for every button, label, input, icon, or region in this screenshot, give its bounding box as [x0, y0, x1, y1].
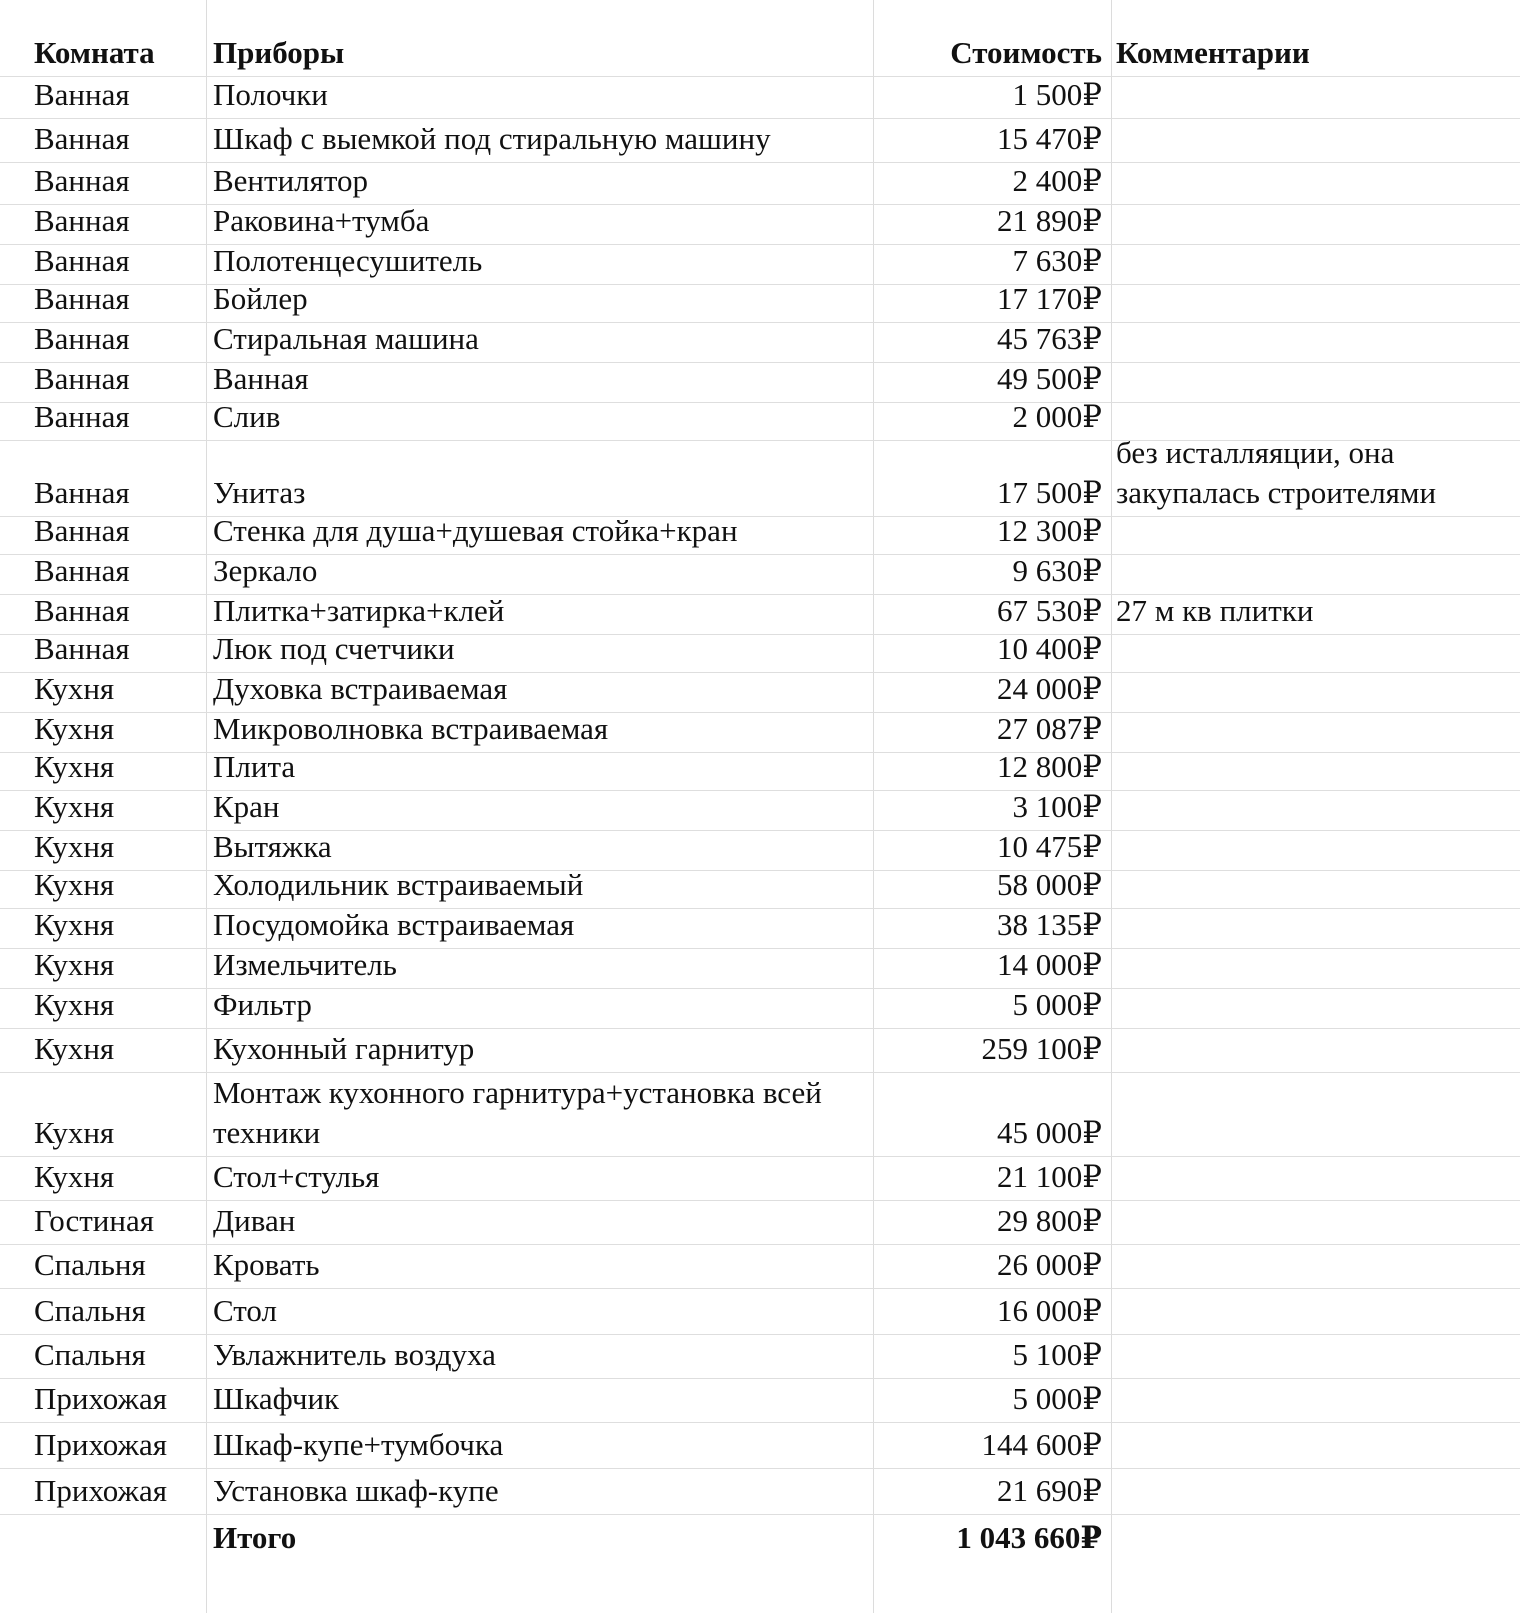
cell-item[interactable]: Плита	[213, 749, 296, 784]
cell-room[interactable]: Кухня	[34, 1115, 115, 1150]
cell-cost[interactable]: 29 800₽	[997, 1203, 1102, 1238]
table-row	[0, 555, 1520, 595]
cell-item[interactable]: Посудомойка встраиваемая	[213, 907, 575, 942]
cell-comment[interactable]	[1116, 163, 1516, 204]
column-header-comment[interactable]: Комментарии	[1116, 35, 1310, 70]
cell-item[interactable]: Кран	[213, 789, 280, 824]
cell-comment[interactable]	[1116, 1201, 1516, 1244]
table-row	[0, 749, 1520, 791]
cell-cost[interactable]: 24 000₽	[997, 671, 1102, 706]
cell-room[interactable]: Кухня	[34, 829, 115, 864]
table-row	[0, 205, 1520, 245]
cell-item[interactable]: Шкаф-купе+тумбочка	[213, 1427, 504, 1462]
cell-cost[interactable]: 259 100₽	[981, 1031, 1102, 1066]
table-row	[0, 989, 1520, 1029]
cell-room[interactable]: Ванная	[34, 399, 130, 434]
cell-item[interactable]: Вентилятор	[213, 163, 369, 198]
cell-item[interactable]: Слив	[213, 399, 281, 434]
cell-cost[interactable]: 17 170₽	[997, 281, 1102, 316]
cell-cost[interactable]: 2 400₽	[1012, 163, 1102, 198]
cell-comment[interactable]	[1116, 831, 1516, 870]
cell-comment[interactable]	[1116, 119, 1516, 162]
cell-room[interactable]: Ванная	[34, 121, 130, 156]
cell-comment[interactable]: 27 м кв плитки	[1116, 593, 1314, 628]
cell-comment[interactable]	[1116, 555, 1516, 594]
table-row	[0, 1029, 1520, 1073]
cell-room[interactable]: Кухня	[34, 671, 115, 706]
column-header-cost[interactable]: Стоимость	[950, 35, 1102, 70]
cell-comment[interactable]	[1116, 1073, 1516, 1156]
cell-cost[interactable]: 21 100₽	[997, 1159, 1102, 1194]
cell-comment[interactable]	[1116, 205, 1516, 244]
cell-comment[interactable]	[1116, 753, 1516, 790]
cell-item[interactable]: Стиральная машина	[213, 321, 479, 356]
cell-comment[interactable]	[1116, 1423, 1516, 1468]
cell-room[interactable]: Прихожая	[34, 1381, 167, 1416]
cell-cost[interactable]: 14 000₽	[997, 947, 1102, 982]
cell-comment[interactable]	[1116, 1469, 1516, 1514]
cell-cost[interactable]: 21 890₽	[997, 203, 1102, 238]
cell-cost[interactable]: 144 600₽	[981, 1427, 1102, 1462]
total-label[interactable]: Итого	[213, 1520, 297, 1555]
table-row	[0, 791, 1520, 831]
cell-item[interactable]: Полотенцесушитель	[213, 243, 483, 278]
cell-comment[interactable]	[1116, 323, 1516, 362]
table-row	[0, 1379, 1520, 1423]
table-row	[0, 867, 1520, 909]
cell-item[interactable]: Увлажнитель воздуха	[213, 1337, 496, 1372]
cell-cost[interactable]: 1 500₽	[1012, 77, 1102, 112]
cell-room[interactable]: Кухня	[34, 1031, 115, 1066]
cell-comment[interactable]	[1116, 1157, 1516, 1200]
cell-comment[interactable]	[1116, 909, 1516, 948]
table-row	[0, 513, 1520, 555]
cell-item[interactable]: Бойлер	[213, 281, 308, 316]
cell-cost[interactable]: 7 630₽	[1012, 243, 1102, 278]
cell-comment[interactable]	[1116, 791, 1516, 830]
cell-room[interactable]: Ванная	[34, 513, 130, 548]
cell-cost[interactable]: 17 500₽	[997, 475, 1102, 510]
cell-room[interactable]: Прихожая	[34, 1473, 167, 1508]
cell-item[interactable]: Установка шкаф-купе	[213, 1473, 499, 1508]
cell-cost[interactable]: 15 470₽	[997, 121, 1102, 156]
table-row	[0, 119, 1520, 163]
cell-room[interactable]: Спальня	[34, 1247, 146, 1282]
cell-item[interactable]: Измельчитель	[213, 947, 397, 982]
table-row	[0, 1335, 1520, 1379]
cell-room[interactable]: Кухня	[34, 749, 115, 784]
total-row	[0, 1515, 1520, 1561]
cell-comment[interactable]	[1116, 1289, 1516, 1334]
table-row	[0, 435, 1520, 517]
cell-room[interactable]: Кухня	[34, 907, 115, 942]
cell-room[interactable]: Спальня	[34, 1293, 146, 1328]
cell-comment[interactable]	[1116, 285, 1516, 322]
table-row	[0, 323, 1520, 363]
cell-cost[interactable]: 26 000₽	[997, 1247, 1102, 1282]
cell-comment[interactable]	[1116, 871, 1516, 908]
table-row	[0, 1201, 1520, 1245]
cell-room[interactable]: Прихожая	[34, 1427, 167, 1462]
cell-room[interactable]: Ванная	[34, 321, 130, 356]
cell-cost[interactable]: 49 500₽	[997, 361, 1102, 396]
cell-comment[interactable]	[1116, 1029, 1516, 1072]
table-row	[0, 1289, 1520, 1335]
cell-item[interactable]: Зеркало	[213, 553, 318, 588]
table-row	[0, 949, 1520, 989]
cell-cost[interactable]: 45 763₽	[997, 321, 1102, 356]
cell-cost[interactable]: 5 100₽	[1012, 1337, 1102, 1372]
cell-room[interactable]: Ванная	[34, 243, 130, 278]
cell-room[interactable]: Ванная	[34, 553, 130, 588]
cell-item[interactable]: Кухонный гарнитур	[213, 1031, 475, 1066]
cell-item[interactable]: Шкаф с выемкой под стиральную машину	[213, 121, 771, 156]
cell-comment[interactable]	[1116, 1379, 1516, 1422]
cell-room[interactable]: Ванная	[34, 475, 130, 510]
table-row	[0, 77, 1520, 119]
cell-item[interactable]: Фильтр	[213, 987, 312, 1022]
cell-room[interactable]: Ванная	[34, 361, 130, 396]
cell-room[interactable]: Кухня	[34, 711, 115, 746]
table-row	[0, 1157, 1520, 1201]
column-header-item[interactable]: Приборы	[213, 35, 345, 70]
cell-comment[interactable]	[1116, 635, 1516, 672]
cell-item[interactable]: Унитаз	[213, 475, 306, 510]
cell-room[interactable]: Гостиная	[34, 1203, 154, 1238]
cell-item[interactable]: Шкафчик	[213, 1381, 340, 1416]
cell-room[interactable]: Кухня	[34, 789, 115, 824]
cell-cost[interactable]: 27 087₽	[997, 711, 1102, 746]
cell-cost[interactable]: 5 000₽	[1012, 1381, 1102, 1416]
cell-item[interactable]: Вытяжка	[213, 829, 332, 864]
table-row	[0, 1469, 1520, 1515]
cell-comment[interactable]	[1116, 1245, 1516, 1288]
total-value[interactable]: 1 043 660₽	[956, 1520, 1102, 1555]
cell-comment[interactable]	[1116, 673, 1516, 712]
cell-comment[interactable]	[1116, 1335, 1516, 1378]
cell-room[interactable]: Ванная	[34, 163, 130, 198]
table-row	[0, 909, 1520, 949]
cell-room[interactable]: Ванная	[34, 593, 130, 628]
cell-item[interactable]: Стол	[213, 1293, 277, 1328]
cell-comment[interactable]	[1116, 989, 1516, 1028]
cell-item[interactable]: Полочки	[213, 77, 328, 112]
cell-cost[interactable]: 9 630₽	[1012, 553, 1102, 588]
table-row	[0, 1423, 1520, 1469]
cell-cost[interactable]: 16 000₽	[997, 1293, 1102, 1328]
cell-comment[interactable]	[1116, 517, 1516, 554]
table-row	[0, 163, 1520, 205]
cell-cost[interactable]: 10 400₽	[997, 631, 1102, 666]
cell-item[interactable]: Кровать	[213, 1247, 320, 1282]
cell-comment[interactable]: без исталляяции, она закупалась строителями	[1116, 435, 1437, 510]
cell-cost[interactable]: 67 530₽	[997, 593, 1102, 628]
cell-cost[interactable]: 10 475₽	[997, 829, 1102, 864]
cell-room[interactable]: Ванная	[34, 77, 130, 112]
cell-cost[interactable]: 12 800₽	[997, 749, 1102, 784]
cell-comment[interactable]	[1116, 363, 1516, 402]
cell-comment[interactable]	[1116, 77, 1516, 118]
cell-comment[interactable]	[1116, 713, 1516, 752]
cell-item[interactable]: Стол+стулья	[213, 1159, 380, 1194]
cell-cost[interactable]: 38 135₽	[997, 907, 1102, 942]
cell-item[interactable]: Люк под счетчики	[213, 631, 455, 666]
table-row	[0, 1073, 1520, 1157]
cell-room[interactable]: Кухня	[34, 987, 115, 1022]
cell-room[interactable]: Кухня	[34, 1159, 115, 1194]
cell-cost[interactable]: 5 000₽	[1012, 987, 1102, 1022]
cell-comment[interactable]	[1116, 949, 1516, 988]
cell-room[interactable]: Ванная	[34, 281, 130, 316]
cell-room[interactable]: Ванная	[34, 631, 130, 666]
cell-room[interactable]: Кухня	[34, 867, 115, 902]
cell-item[interactable]: Ванная	[213, 361, 309, 396]
cell-cost[interactable]: 21 690₽	[997, 1473, 1102, 1508]
cell-cost[interactable]: 12 300₽	[997, 513, 1102, 548]
cell-cost[interactable]: 58 000₽	[997, 867, 1102, 902]
cell-item[interactable]: Диван	[213, 1203, 296, 1238]
cell-item[interactable]: Микроволновка встраиваемая	[213, 711, 609, 746]
cell-room[interactable]: Ванная	[34, 203, 130, 238]
cell-item[interactable]: Холодильник встраиваемый	[213, 867, 584, 902]
column-header-room[interactable]: Комната	[34, 35, 155, 70]
cell-comment[interactable]	[1116, 245, 1516, 284]
cell-room[interactable]: Кухня	[34, 947, 115, 982]
table-row	[0, 1245, 1520, 1289]
table-row	[0, 631, 1520, 673]
cell-room[interactable]: Спальня	[34, 1337, 146, 1372]
cell-cost[interactable]: 2 000₽	[1012, 399, 1102, 434]
cell-item[interactable]: Монтаж кухонного гарнитура+установка всей техники	[213, 1075, 822, 1150]
header-row	[0, 35, 1520, 77]
table-row	[0, 673, 1520, 713]
table-row	[0, 281, 1520, 323]
cell-cost[interactable]: 45 000₽	[997, 1115, 1102, 1150]
cell-item[interactable]: Раковина+тумба	[213, 203, 430, 238]
cell-cost[interactable]: 3 100₽	[1012, 789, 1102, 824]
cell-item[interactable]: Плитка+затирка+клей	[213, 593, 505, 628]
cell-item[interactable]: Духовка встраиваемая	[213, 671, 508, 706]
cell-item[interactable]: Стенка для душа+душевая стойка+кран	[213, 513, 738, 548]
